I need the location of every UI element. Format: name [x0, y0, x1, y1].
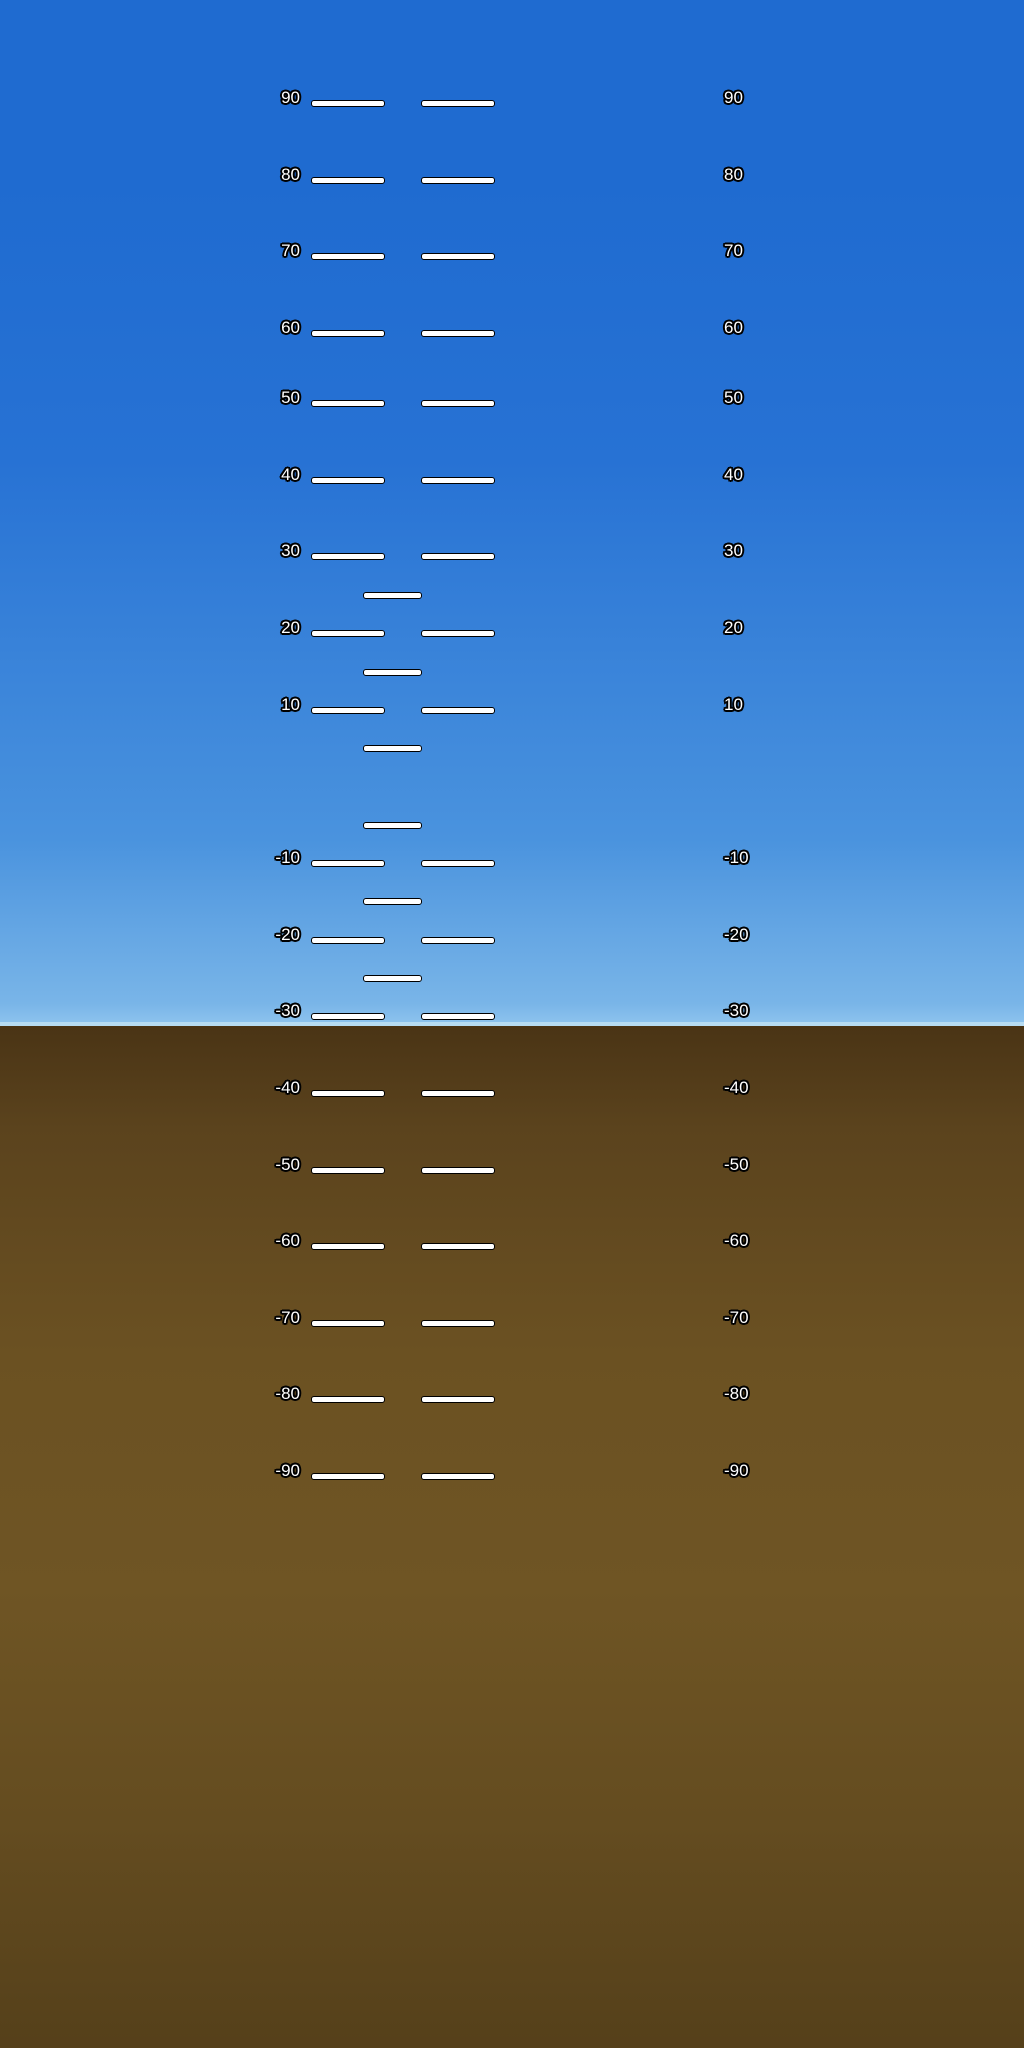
ladder-bar-right	[421, 1243, 495, 1250]
ladder-bar-right	[421, 1090, 495, 1097]
ladder-label-left: -20	[275, 925, 300, 944]
ladder-bar-left	[311, 1320, 385, 1327]
ladder-label-right: 40	[724, 465, 743, 484]
ladder-bar-right	[421, 1167, 495, 1174]
ladder-label-right: 70	[724, 241, 743, 260]
ladder-bar-right	[421, 400, 495, 407]
ladder-bar-left	[311, 553, 385, 560]
ladder-bar-right	[421, 1013, 495, 1020]
ladder-label-left: 30	[281, 541, 300, 560]
ladder-label-left: 10	[281, 695, 300, 714]
ladder-label-right: -30	[724, 1001, 749, 1020]
ladder-label-right: -20	[724, 925, 749, 944]
ladder-bar-center	[363, 822, 422, 829]
ladder-bar-right	[421, 177, 495, 184]
ladder-bar-right	[421, 937, 495, 944]
ladder-label-left: 20	[281, 618, 300, 637]
ladder-label-right: 60	[724, 318, 743, 337]
ladder-bar-right	[421, 253, 495, 260]
ladder-bar-left	[311, 1167, 385, 1174]
ladder-label-right: -90	[724, 1461, 749, 1480]
ladder-bar-left	[311, 400, 385, 407]
ladder-label-right: -10	[724, 848, 749, 867]
ladder-label-left: -10	[275, 848, 300, 867]
ladder-label-right: 50	[724, 388, 743, 407]
ladder-label-right: 20	[724, 618, 743, 637]
ladder-bar-left	[311, 1243, 385, 1250]
ladder-bar-right	[421, 1396, 495, 1403]
ladder-bar-right	[421, 1320, 495, 1327]
ladder-label-left: 40	[281, 465, 300, 484]
ladder-bar-right	[421, 477, 495, 484]
ladder-bar-right	[421, 553, 495, 560]
ladder-label-right: -60	[724, 1231, 749, 1250]
ladder-label-left: 60	[281, 318, 300, 337]
ladder-label-right: 80	[724, 165, 743, 184]
ladder-label-left: -30	[275, 1001, 300, 1020]
ladder-bar-right	[421, 860, 495, 867]
ladder-bar-right	[421, 100, 495, 107]
ladder-bar-left	[311, 100, 385, 107]
ladder-bar-left	[311, 860, 385, 867]
ladder-label-right: 10	[724, 695, 743, 714]
ladder-label-left: -90	[275, 1461, 300, 1480]
ladder-label-right: 30	[724, 541, 743, 560]
ladder-bar-left	[311, 937, 385, 944]
ladder-bar-right	[421, 330, 495, 337]
ladder-bar-left	[311, 630, 385, 637]
ladder-bar-left	[311, 330, 385, 337]
ladder-bar-left	[311, 1473, 385, 1480]
ladder-label-right: -40	[724, 1078, 749, 1097]
ladder-label-left: -50	[275, 1155, 300, 1174]
ladder-label-left: -60	[275, 1231, 300, 1250]
ladder-label-left: 90	[281, 88, 300, 107]
ladder-bar-center	[363, 592, 422, 599]
ladder-label-left: -40	[275, 1078, 300, 1097]
ladder-label-left: -70	[275, 1308, 300, 1327]
ladder-bar-right	[421, 630, 495, 637]
ladder-label-left: 70	[281, 241, 300, 260]
ladder-bar-center	[363, 669, 422, 676]
ladder-bar-left	[311, 1013, 385, 1020]
ladder-label-right: -50	[724, 1155, 749, 1174]
ladder-bar-left	[311, 1090, 385, 1097]
ladder-label-left: 50	[281, 388, 300, 407]
ladder-bar-center	[363, 898, 422, 905]
ladder-bar-left	[311, 477, 385, 484]
ladder-label-left: 80	[281, 165, 300, 184]
ladder-label-right: 90	[724, 88, 743, 107]
ladder-bar-center	[363, 975, 422, 982]
ladder-bar-left	[311, 1396, 385, 1403]
ladder-bar-left	[311, 707, 385, 714]
ladder-bar-center	[363, 745, 422, 752]
ladder-label-right: -80	[724, 1384, 749, 1403]
ladder-bar-right	[421, 707, 495, 714]
ladder-bar-left	[311, 177, 385, 184]
ladder-label-right: -70	[724, 1308, 749, 1327]
ladder-bar-left	[311, 253, 385, 260]
ladder-label-left: -80	[275, 1384, 300, 1403]
ladder-bar-right	[421, 1473, 495, 1480]
